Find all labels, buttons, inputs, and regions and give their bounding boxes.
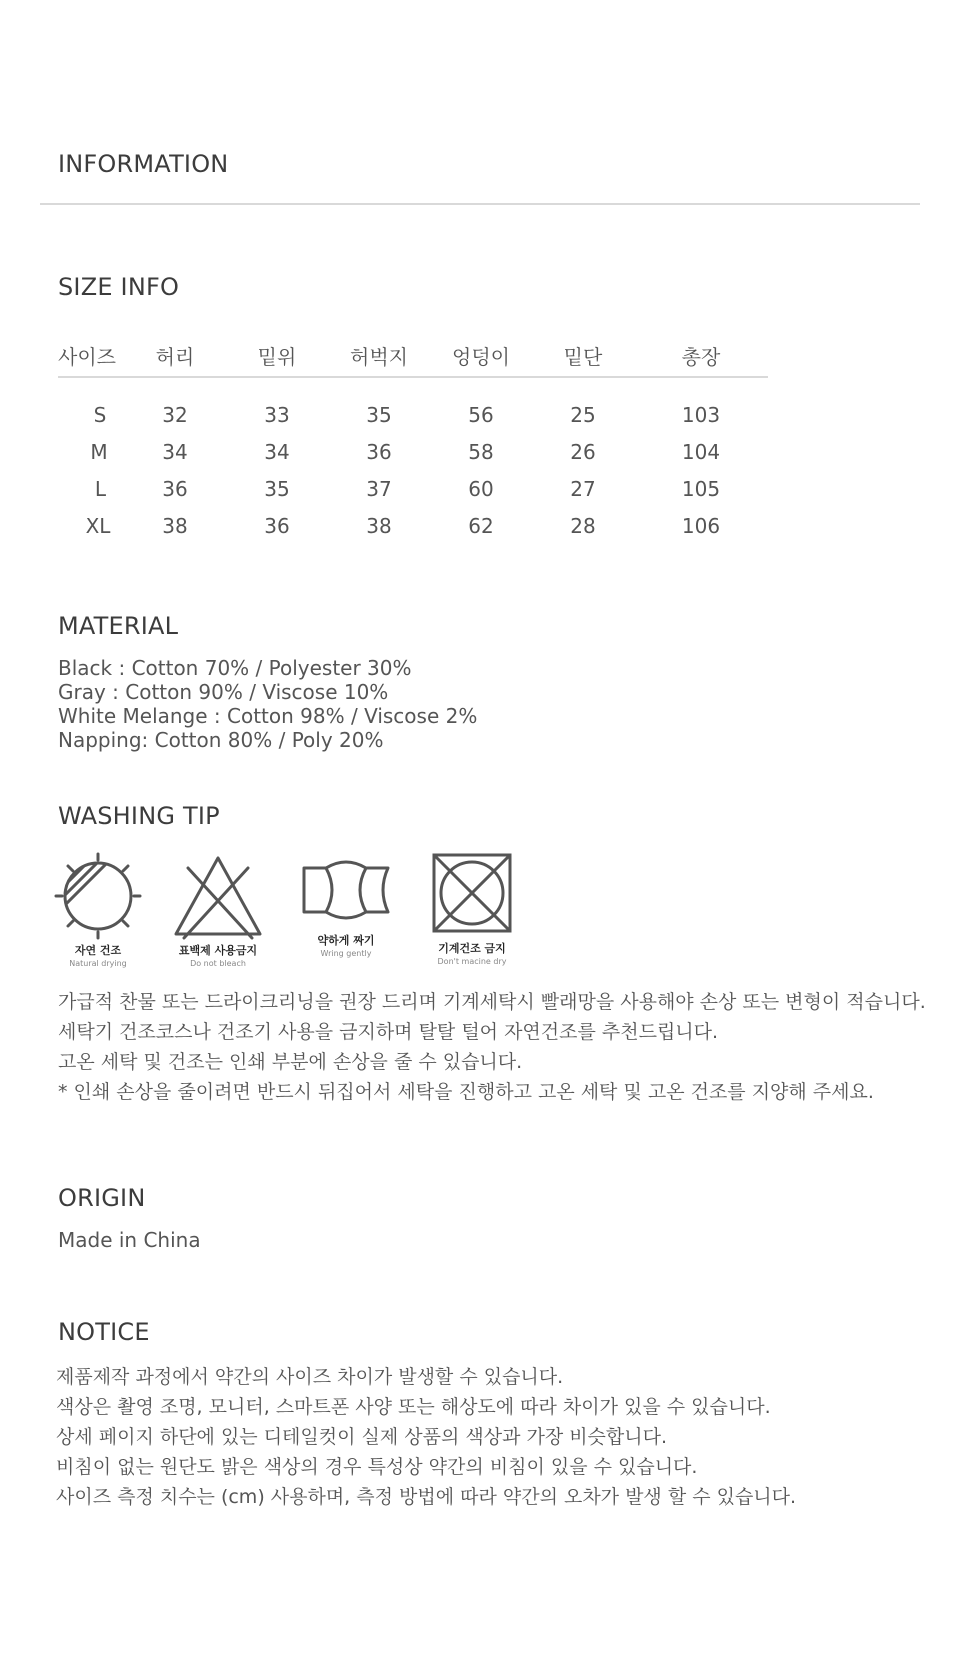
wash-icon-label: 기계건조 금지 [438,942,506,955]
size-table-header-row [58,334,768,377]
size-label: L [94,476,107,501]
header-hip: 엉덩이 [452,344,510,369]
header-thigh: 허벅지 [350,344,408,369]
table-cell: 62 [468,513,494,538]
table-cell: 37 [366,476,392,501]
wash-icon-label: 약하게 짜기 [317,934,375,947]
material-line-black: Black : Cotton 70% / Polyester 30% [58,656,412,680]
wash-icon-sublabel: Do not bleach [190,959,246,968]
table-cell: 33 [264,402,290,427]
table-cell: 105 [681,476,721,501]
table-row [58,396,768,433]
no-bleach-icon [170,852,266,940]
table-cell: 38 [366,513,392,538]
table-cell: 36 [162,476,188,501]
size-table [58,334,768,544]
washing-tip-line: * 인쇄 손상을 줄이려면 반드시 뒤집어서 세탁을 진행하고 고온 세탁 및 고온 건조를 지양해 주세요. [58,1081,874,1103]
washing-tip-line: 세탁기 건조코스나 건조기 사용을 금지하며 탈탈 털어 자연건조를 추천드립니다. [58,1021,719,1043]
table-cell: 103 [681,402,721,427]
table-cell: 56 [468,402,494,427]
notice-line: 제품제작 과정에서 약간의 사이즈 차이가 발생할 수 있습니다. [56,1366,564,1388]
wash-icon-wring-gently [298,852,394,960]
origin-text: Made in China [58,1228,201,1252]
material-line-white-melange: White Melange : Cotton 98% / Viscose 2% [58,704,478,728]
information-heading: INFORMATION [58,150,229,178]
notice-line: 색상은 촬영 조명, 모니터, 스마트폰 사양 또는 해상도에 따라 차이가 있을 수 있습니다. [56,1396,771,1418]
size-label: M [90,439,108,464]
notice-heading: NOTICE [58,1318,150,1346]
material-heading: MATERIAL [58,612,179,640]
table-row [58,433,768,470]
wash-icon-sublabel: Wring gently [320,949,372,958]
table-cell: 25 [570,402,596,427]
header-hem: 밑단 [563,344,603,369]
table-cell: 36 [366,439,392,464]
table-cell: 36 [264,513,290,538]
wash-icon-no-machine-dry [424,852,520,968]
notice-line: 비침이 없는 원단도 밝은 색상의 경우 특성상 약간의 비침이 있을 수 있습니다. [56,1456,698,1478]
information-divider [40,203,920,205]
table-cell: 28 [570,513,596,538]
header-waist: 허리 [155,344,195,369]
table-row [58,470,768,507]
washing-tip-line: 고온 세탁 및 건조는 인쇄 부분에 손상을 줄 수 있습니다. [58,1051,523,1073]
table-cell: 60 [468,476,494,501]
material-line-gray: Gray : Cotton 90% / Viscose 10% [58,680,389,704]
table-cell: 26 [570,439,596,464]
material-list [58,656,477,752]
table-cell: 34 [264,439,290,464]
table-cell: 38 [162,513,188,538]
notice-line: 사이즈 측정 치수는 (cm) 사용하며, 측정 방법에 따라 약간의 오차가 발생 할 수 있습니다. [56,1486,797,1508]
table-cell: 32 [162,402,188,427]
table-cell: 104 [681,439,721,464]
table-cell: 35 [264,476,290,501]
header-length: 총장 [681,344,721,369]
wash-icon-natural-drying [52,852,144,970]
wash-icon-no-bleach [168,852,268,970]
table-cell: 34 [162,439,188,464]
wash-icon-sublabel: Don't macine dry [437,957,507,966]
washing-tip-text [58,987,926,1107]
table-cell: 106 [681,513,721,538]
sun-drying-icon [54,852,142,940]
table-row [58,507,768,544]
header-size: 사이즈 [58,344,116,369]
notice-line: 상세 페이지 하단에 있는 디테일컷이 실제 상품의 색상과 가장 비슷합니다. [56,1426,668,1448]
size-label: S [93,402,107,427]
wash-icon-label: 표백제 사용금지 [178,944,258,957]
washing-tip-heading: WASHING TIP [58,802,220,830]
table-cell: 58 [468,439,494,464]
washing-tip-line: 가급적 찬물 또는 드라이크리닝을 권장 드리며 기계세탁시 빨래망을 사용해야 손상 또는 변형이 적습니다. [58,991,926,1013]
size-info-heading: SIZE INFO [58,273,180,301]
no-machine-dry-icon [431,852,513,934]
origin-heading: ORIGIN [58,1184,146,1212]
table-cell: 35 [366,402,392,427]
wash-icon-label: 자연 건조 [74,944,122,957]
size-label: XL [85,513,111,538]
table-cell: 27 [570,476,596,501]
header-rise: 밑위 [257,344,297,369]
wash-icon-sublabel: Natural drying [69,959,127,968]
material-line-napping: Napping: Cotton 80% / Poly 20% [58,728,384,752]
wring-gently-icon [298,852,394,928]
notice-list [56,1362,796,1512]
